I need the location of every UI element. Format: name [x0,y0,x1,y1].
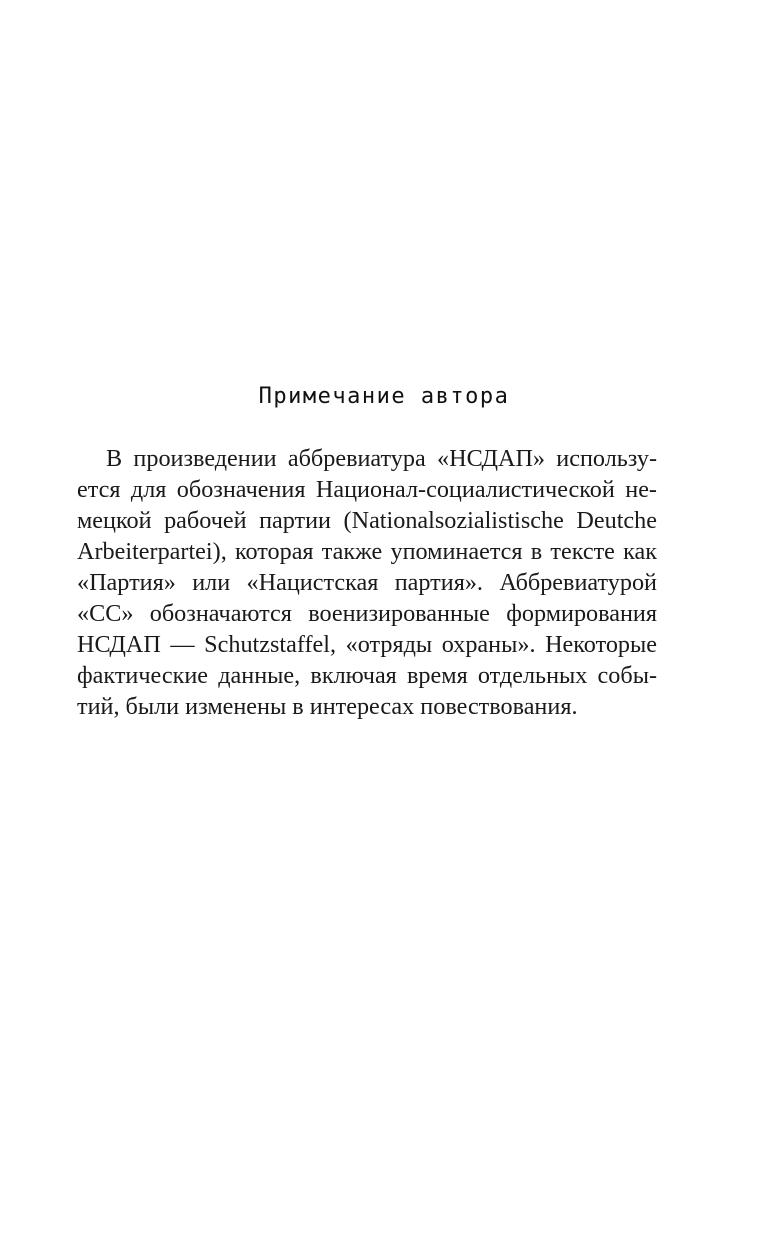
paragraph-line: ется для обозначения Национал-социалистической не- [77,476,657,503]
author-note-paragraph [77,443,657,722]
paragraph-line: фактические данные, включая время отдельных собы- [77,662,657,689]
paragraph-line: тий, были изменены в интересах повествования. [77,693,578,720]
paragraph-line: Arbeiterpartei), которая также упоминается в тексте как [77,538,657,565]
paragraph-line: В произведении аббревиатура «НСДАП» использу- [106,445,657,472]
paragraph-line: мецкой рабочей партии (Nationalsozialistische Deutche [77,507,657,534]
paragraph-line: «СС» обозначаются военизированные формирования [77,600,657,627]
paragraph-line: НСДАП — Schutzstaffel, «отряды охраны». Некоторые [77,631,657,658]
paragraph-line: «Партия» или «Нацистская партия». Аббревиатурой [77,569,657,596]
page-title: Примечание автора [258,384,510,409]
